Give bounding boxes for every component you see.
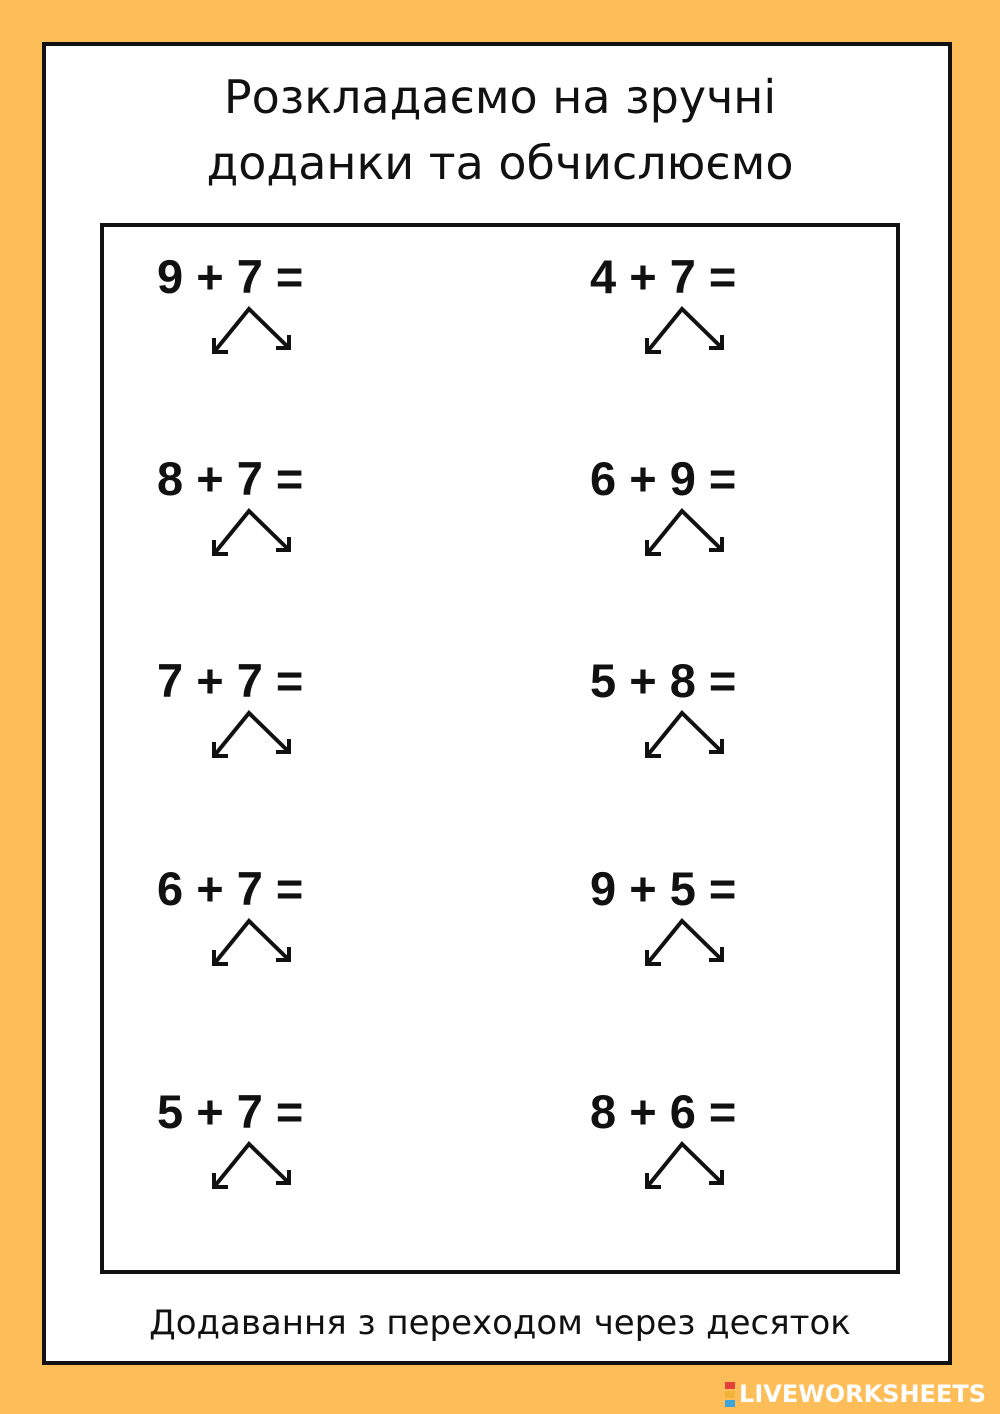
worksheet-subtitle: Додавання з переходом через десяток: [149, 1303, 851, 1343]
decomposition-arrows-icon: [207, 302, 297, 358]
problem-expression: 7 + 7 =: [157, 654, 304, 707]
problem-expression: 8 + 6 =: [590, 1085, 737, 1138]
decomposition-arrows-icon: [207, 914, 297, 970]
decomposition-arrows-icon: [640, 706, 730, 762]
problem-item: [590, 1085, 760, 1195]
problem-item: [157, 862, 327, 972]
liveworksheets-logo-icon: [725, 1381, 735, 1408]
problem-item: [590, 862, 760, 972]
decomposition-arrows-icon: [640, 914, 730, 970]
brand-text: LIVEWORKSHEETS: [739, 1380, 986, 1408]
problem-item: [590, 250, 760, 360]
title-line-2: доданки та обчислюємо: [206, 136, 794, 190]
problem-expression: 9 + 5 =: [590, 862, 737, 915]
problem-item: [590, 654, 760, 764]
problem-item: [157, 654, 327, 764]
problem-expression: 4 + 7 =: [590, 250, 737, 303]
problem-expression: 8 + 7 =: [157, 452, 304, 505]
problem-item: [157, 452, 327, 562]
decomposition-arrows-icon: [207, 504, 297, 560]
problem-expression: 5 + 8 =: [590, 654, 737, 707]
decomposition-arrows-icon: [640, 302, 730, 358]
problem-expression: 5 + 7 =: [157, 1085, 304, 1138]
problem-expression: 6 + 7 =: [157, 862, 304, 915]
problem-item: [590, 452, 760, 562]
problem-item: [157, 1085, 327, 1195]
problem-expression: 6 + 9 =: [590, 452, 737, 505]
problem-item: [157, 250, 327, 360]
decomposition-arrows-icon: [207, 1137, 297, 1193]
decomposition-arrows-icon: [640, 504, 730, 560]
worksheet-title: [0, 64, 1000, 196]
problem-expression: 9 + 7 =: [157, 250, 304, 303]
decomposition-arrows-icon: [207, 706, 297, 762]
liveworksheets-brand[interactable]: [725, 1378, 986, 1410]
decomposition-arrows-icon: [640, 1137, 730, 1193]
title-line-1: Розкладаємо на зручні: [223, 70, 777, 124]
